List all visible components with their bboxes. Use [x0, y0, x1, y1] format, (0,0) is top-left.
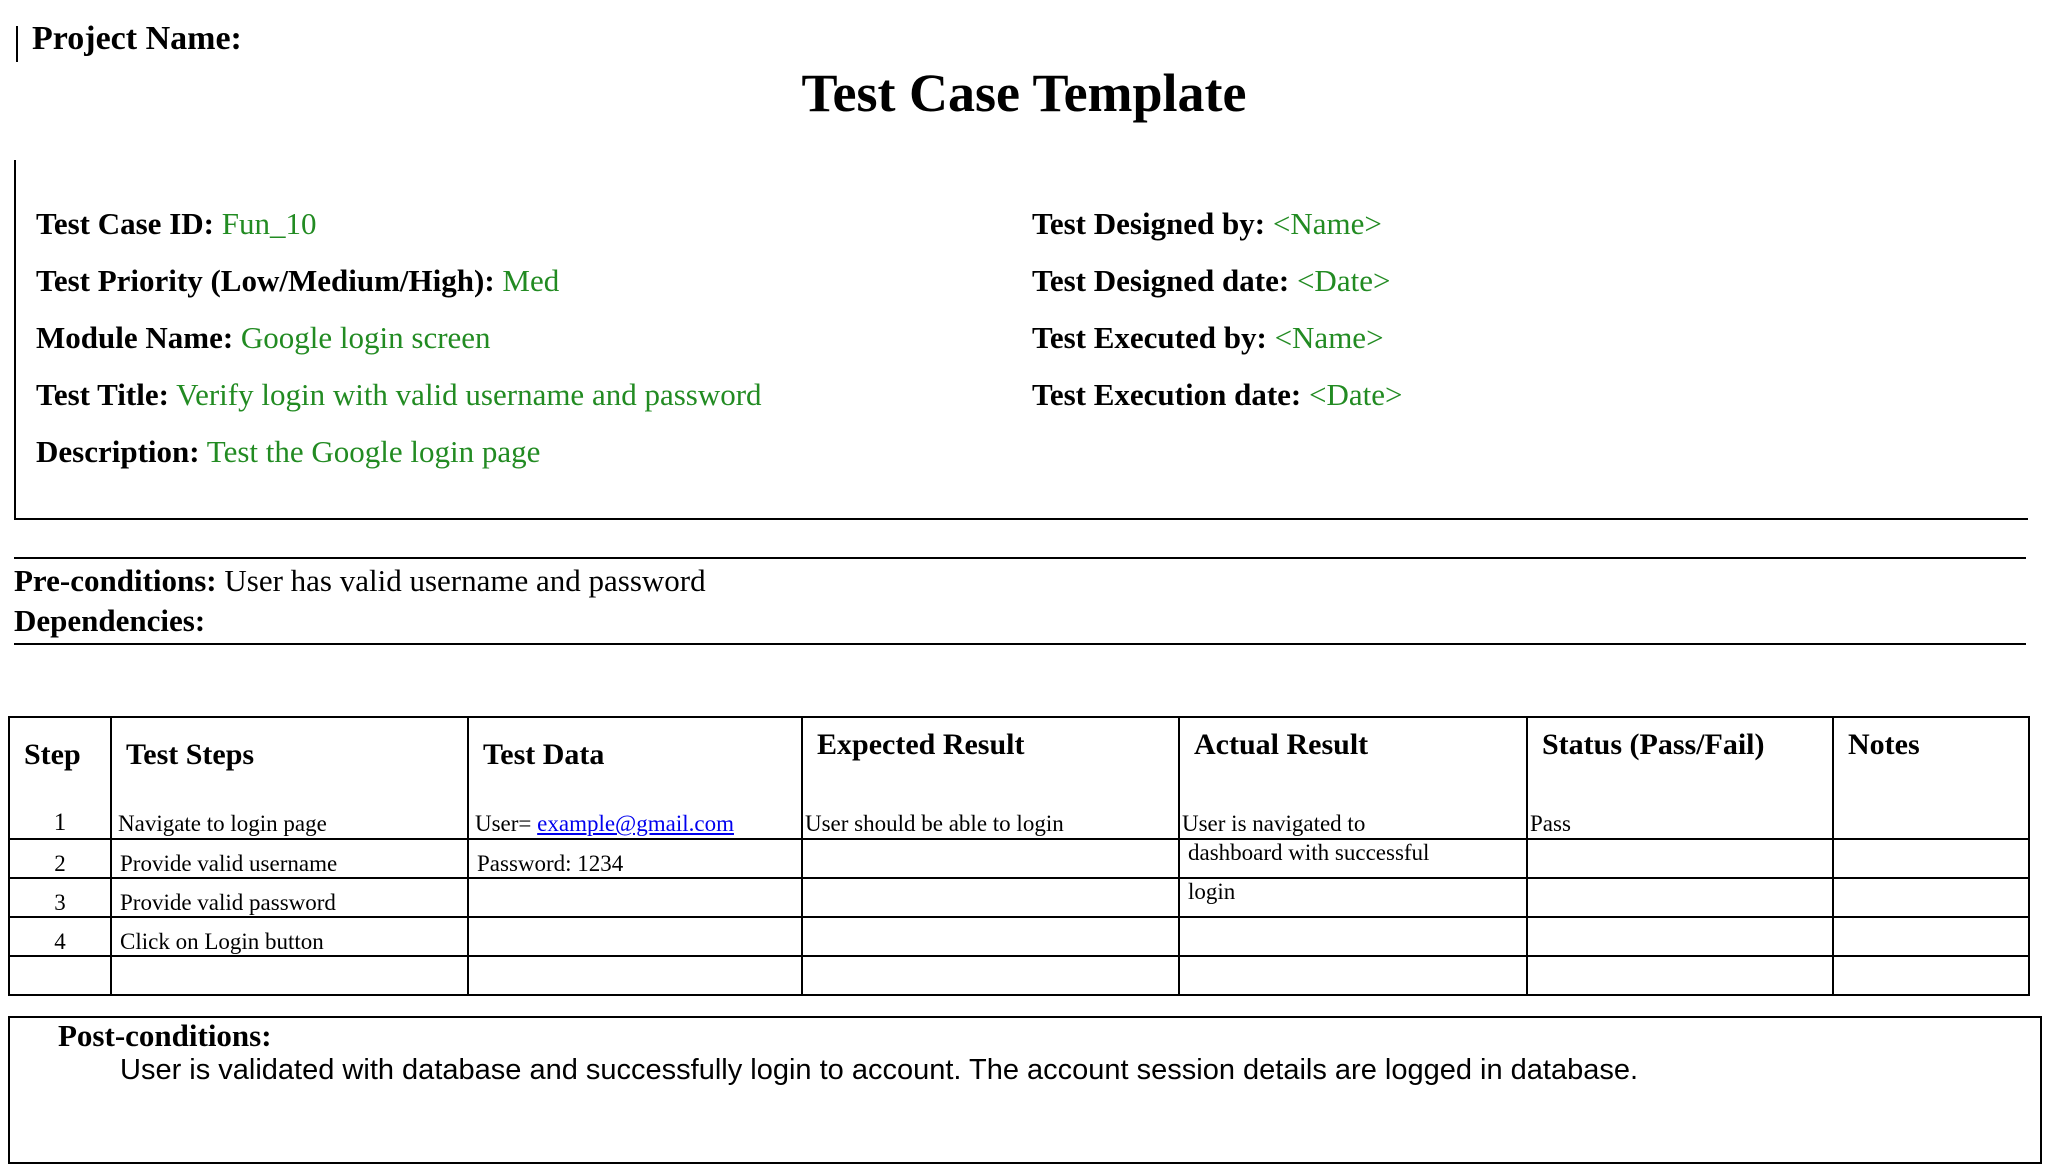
table-cell-test-data	[468, 917, 802, 956]
postconditions-label: Post-conditions:	[58, 1018, 272, 1053]
table-cell-status	[1527, 917, 1833, 956]
test-title-row	[36, 377, 762, 413]
table-cell-status	[1527, 956, 1833, 995]
table-row	[9, 839, 2029, 878]
table-cell-actual	[1179, 917, 1527, 956]
notes-header	[1833, 717, 2029, 839]
table-cell-step: 2	[9, 839, 111, 878]
designed-by-label: Test Designed by:	[1032, 206, 1266, 241]
preconditions-value: User has valid username and password	[224, 563, 706, 598]
table-cell-step: 1	[53, 809, 67, 836]
table-row	[9, 878, 2029, 917]
designed-date-label: Test Designed date:	[1032, 263, 1290, 298]
executed-by-label: Test Executed by:	[1032, 320, 1267, 355]
project-name-label: Project Name:	[32, 20, 242, 57]
priority-label: Test Priority (Low/Medium/High):	[36, 263, 495, 298]
table-cell-expected	[802, 956, 1179, 995]
test-data-header	[468, 717, 802, 839]
postconditions-section	[8, 1016, 2042, 1164]
module-label: Module Name:	[36, 320, 234, 355]
step-header	[9, 717, 111, 839]
table-cell-expected	[802, 839, 1179, 878]
table-cell-test-data: Password: 1234	[468, 839, 802, 878]
test-steps-table	[8, 716, 2030, 996]
step-header-label: Step	[24, 738, 81, 771]
table-cell-step	[9, 956, 111, 995]
test-title-label: Test Title:	[36, 377, 169, 412]
table-cell-actual: User is navigated to	[1182, 811, 1366, 836]
table-cell-test-data	[475, 811, 734, 837]
table-cell-test-data	[468, 878, 802, 917]
actual-result-header-label: Actual Result	[1194, 728, 1369, 761]
table-cell-notes	[1833, 917, 2029, 956]
test-case-id-value: Fun_10	[221, 206, 317, 241]
table-cell-test-step: Navigate to login page	[118, 811, 327, 836]
table-cell-step: 4	[9, 917, 111, 956]
preconditions-section	[14, 557, 2026, 645]
designed-date-row	[1032, 263, 1390, 299]
module-value: Google login screen	[240, 320, 491, 355]
test-case-id-row	[36, 206, 316, 242]
postconditions-value: User is validated with database and successfully login to account. The account session details are logged in database.	[120, 1054, 1639, 1086]
table-cell-test-step: Provide valid password	[111, 878, 468, 917]
dependencies-label: Dependencies:	[14, 603, 206, 638]
priority-value: Med	[502, 263, 560, 298]
status-header-label: Status (Pass/Fail)	[1542, 728, 1765, 761]
designed-date-value: <Date>	[1296, 263, 1391, 298]
executed-by-row	[1032, 320, 1384, 356]
notes-header-label: Notes	[1848, 728, 1920, 761]
table-cell-actual	[1179, 956, 1527, 995]
description-value: Test the Google login page	[206, 434, 541, 469]
module-row	[36, 320, 491, 356]
designed-by-value: <Name>	[1272, 206, 1382, 241]
table-cell-notes	[1833, 839, 2029, 878]
table-cell-test-data	[468, 956, 802, 995]
test-data-prefix: User=	[475, 811, 538, 836]
execution-date-row	[1032, 377, 1402, 413]
table-cell-expected	[802, 917, 1179, 956]
test-steps-header-label: Test Steps	[126, 738, 255, 771]
preconditions-label: Pre-conditions:	[14, 563, 217, 598]
table-row	[9, 956, 2029, 995]
table-cell-test-step: Provide valid username	[111, 839, 468, 878]
dependencies-row	[14, 603, 205, 639]
expected-result-header	[802, 717, 1179, 839]
table-header-row	[9, 717, 2029, 839]
execution-date-label: Test Execution date:	[1032, 377, 1302, 412]
test-case-id-label: Test Case ID:	[36, 206, 214, 241]
table-cell-status: Pass	[1530, 811, 1571, 836]
table-cell-status	[1527, 839, 1833, 878]
project-name-bar	[16, 26, 18, 62]
table-cell-notes	[1833, 878, 2029, 917]
test-steps-header	[111, 717, 468, 839]
status-header	[1527, 717, 1833, 839]
test-data-header-label: Test Data	[483, 738, 605, 771]
description-row	[36, 434, 540, 470]
executed-by-value: <Name>	[1274, 320, 1384, 355]
table-cell-actual: dashboard with successful	[1179, 839, 1527, 878]
table-row	[9, 917, 2029, 956]
table-cell-notes	[1833, 956, 2029, 995]
actual-result-header	[1179, 717, 1527, 839]
table-cell-expected: User should be able to login	[805, 811, 1064, 836]
table-cell-expected	[802, 878, 1179, 917]
execution-date-value: <Date>	[1309, 377, 1403, 412]
table-cell-test-step	[111, 956, 468, 995]
designed-by-row	[1032, 206, 1382, 242]
preconditions-row	[14, 563, 706, 599]
test-title-value: Verify login with valid username and password	[176, 377, 762, 412]
test-info-section	[14, 160, 2028, 520]
table-cell-step: 3	[9, 878, 111, 917]
table-cell-actual: login	[1179, 878, 1527, 917]
table-cell-test-step: Click on Login button	[111, 917, 468, 956]
expected-result-header-label: Expected Result	[817, 728, 1025, 761]
description-label: Description:	[36, 434, 200, 469]
email-link[interactable]: example@gmail.com	[537, 811, 734, 836]
page-title: Test Case Template	[801, 63, 1247, 123]
table-cell-status	[1527, 878, 1833, 917]
priority-row	[36, 263, 559, 299]
